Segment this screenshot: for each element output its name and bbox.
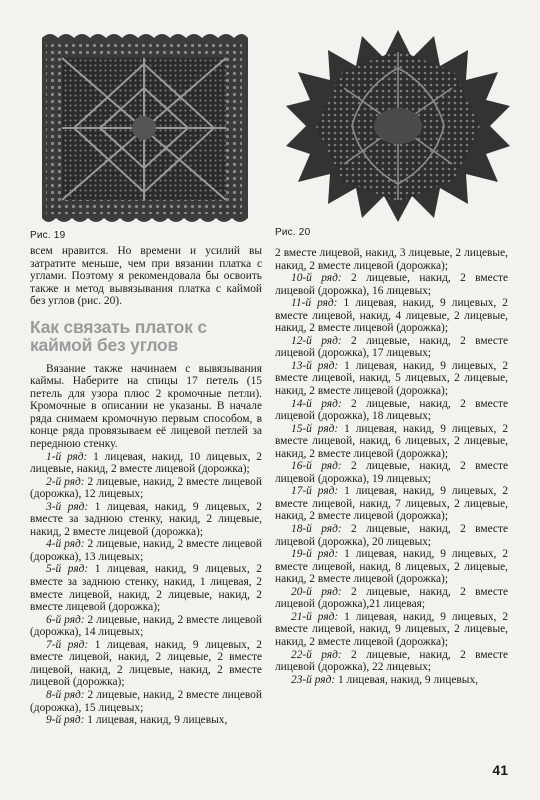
pointed-border-shawl-image [284, 28, 512, 224]
row-instruction-text: 1 лицевая, накид, 9 лицевых, 2 вместе за заднюю стенку, накид, 2 лицевые, накид, 2 вместе лицевой (дорожка); [30, 500, 262, 538]
knitting-row-instruction [275, 297, 508, 335]
knitting-row-instruction [275, 360, 508, 398]
row-instruction-text: 1 лицевая, накид, 9 лицевых, 2 вместе лицевой, накид, 7 лицевых, 2 лицевые, накид, 2 вместе лицевой (дорожка); [275, 485, 509, 523]
figure-20-photo [284, 28, 512, 224]
row-number-label: 16-й ряд: [291, 460, 342, 473]
row-instruction-text: 2 лицевые, накид, 2 вместе лицевой (дорожка), 12 лицевых; [30, 475, 262, 501]
row-number-label: 2-й ряд: [46, 475, 85, 488]
row-number-label: 18-й ряд: [291, 523, 342, 536]
row-instruction-text: 2 лицевые, накид, 2 вместе лицевой (дорожка), 19 лицевых; [275, 460, 509, 485]
row-number-label: 17-й ряд: [291, 485, 339, 498]
row-instruction-text: 1 лицевая, накид, 9 лицевых, 2 вместе лицевой, накид, 8 лицевых, 2 лицевые, накид, 2 вместе лицевой (дорожка); [275, 548, 509, 586]
intro-paragraph: всем нравится. Но времени и усилий вы затратите меньше, чем при вязании платка с углами. Поэтому я рекомендовала бы освоить также и метод вывязывания платка с каймой без углов (рис. 20). [30, 245, 262, 308]
figure-20-caption: Рис. 20 [275, 227, 311, 238]
row-number-label: 20-й ряд: [291, 585, 342, 598]
row-number-label: 15-й ряд: [291, 422, 339, 435]
knitting-row-instruction [30, 501, 262, 539]
right-row-list [275, 272, 508, 686]
knitting-row-instruction [275, 485, 508, 523]
row-instruction-text: 1 лицевая, накид, 9 лицевых, 2 вместе лицевой, накид, 2 лицевые, 2 вместе лицевой, накид, 2 лицевые, накид, 2 вместе лицевой (дорожка); [30, 638, 262, 689]
row-number-label: 9-й ряд: [46, 714, 85, 727]
knitting-row-instruction [30, 563, 262, 613]
knitting-row-instruction [275, 586, 508, 611]
row-number-label: 8-й ряд: [46, 688, 85, 701]
figure-19-photo [28, 28, 256, 228]
row-number-label: 10-й ряд: [291, 272, 342, 285]
row-instruction-text: 2 лицевые, накид, 2 вместе лицевой (дорожка), 20 лицевых; [275, 523, 509, 548]
row-number-label: 13-й ряд: [291, 359, 339, 372]
row-number-label: 22-й ряд: [291, 648, 342, 661]
row-instruction-text: 2 лицевые, накид, 2 вместе лицевой (дорожка), 13 лицевых; [30, 538, 262, 563]
row-instruction-text: 1 лицевая, накид, 9 лицевых, 2 вместе лицевой, накид, 4 лицевые, 2 лицевые, накид, 2 вместе лицевой (дорожка); [275, 297, 508, 335]
section-heading: Как связать платок с каймой без углов [30, 316, 207, 355]
row-instruction-text: 1 лицевая, накид, 10 лицевых, 2 лицевые, накид, 2 вместе лицевой (дорожка); [30, 450, 262, 476]
right-text-column [275, 247, 508, 686]
row-instruction-text: 2 лицевые, накид, 2 вместе лицевой (дорожка),21 лицевая; [275, 585, 509, 611]
knitting-row-instruction [275, 423, 508, 461]
knitting-row-instruction [275, 523, 508, 548]
knitting-row-instruction [275, 335, 508, 360]
knitting-row-instruction [275, 272, 508, 297]
knitting-row-instruction [275, 649, 508, 674]
row-instruction-text: 1 лицевая, накид, 9 лицевых, 2 вместе лицевой, накид, 6 лицевых, 2 лицевые, накид, 2 вместе лицевой (дорожка); [275, 422, 509, 460]
knitting-row-instruction [275, 548, 508, 586]
continuation-text: 2 вместе лицевой, накид, 3 лицевые, 2 лицевые, накид, 2 вместе лицевой (дорожка); [275, 247, 508, 272]
left-text-column [30, 245, 262, 727]
row-instruction-text: 1 лицевая, накид, 9 лицевых, 2 вместе лицевой, накид, 9 лицевых, 2 лицевые, накид, 2 вместе лицевой (дорожка); [275, 610, 509, 648]
row-instruction-text: 2 лицевые, накид, 2 вместе лицевой (дорожка), 16 лицевых; [275, 272, 509, 297]
row-number-label: 1-й ряд: [46, 450, 88, 463]
row-instruction-text: 2 лицевые, накид, 2 вместе лицевой (дорожка), 15 лицевых; [30, 688, 262, 714]
row-number-label: 14-й ряд: [291, 397, 342, 410]
knitting-row-instruction [30, 614, 262, 639]
knitting-row-instruction [30, 476, 262, 501]
figure-19-caption: Рис. 19 [30, 230, 66, 241]
row-number-label: 21-й ряд: [291, 610, 339, 623]
row-instruction-text: 2 лицевые, накид, 2 вместе лицевой (дорожка), 17 лицевых; [275, 334, 509, 360]
row-number-label: 3-й ряд: [46, 500, 89, 513]
row-number-label: 6-й ряд: [46, 613, 85, 626]
row-instruction-text: 1 лицевая, накид, 9 лицевых, 2 вместе лицевой, накид, 5 лицевых, 2 лицевые, накид, 2 вместе лицевой (дорожка); [275, 359, 509, 398]
row-instruction-text: 1 лицевая, накид, 9 лицевых, [335, 673, 478, 686]
row-instruction-text: 1 лицевая, накид, 9 лицевых, 2 вместе за заднюю стенку, накид, 1 лицевая, 2 вместе лицевой, накид, 2 лицевые, накид, 2 вместе лицевой (дорожка); [30, 563, 262, 614]
knitting-row-instruction [30, 639, 262, 689]
knitting-row-instruction [30, 538, 262, 563]
row-instruction-text: 2 лицевые, накид, 2 вместе лицевой (дорожка), 14 лицевых; [30, 613, 262, 639]
row-number-label: 23-й ряд: [291, 673, 336, 686]
method-paragraph: Вязание также начинаем с вывязывания каймы. Наберите на спицы 17 петель (15 петель для узора плюс 2 кромочные петли). Кромочные в описании не указаны. В начале ряда снимаем кромочную первым способом, в конце ряда провязываем её лицевой петлей за переднюю стенку. [30, 362, 262, 451]
row-number-label: 7-й ряд: [46, 638, 89, 651]
knitting-row-instruction [30, 689, 262, 714]
row-number-label: 12-й ряд: [291, 334, 342, 347]
knitting-row-instruction [275, 460, 508, 485]
row-instruction-text: 1 лицевая, накид, 9 лицевых, [84, 714, 228, 727]
row-number-label: 11-й ряд: [291, 297, 338, 310]
row-number-label: 4-й ряд: [46, 538, 85, 551]
page-number: 41 [492, 762, 508, 778]
left-row-list [30, 451, 262, 727]
knitting-row-instruction [30, 714, 262, 727]
row-number-label: 19-й ряд: [291, 548, 339, 561]
knitting-row-instruction [275, 611, 508, 649]
knitting-row-instruction [30, 451, 262, 476]
row-instruction-text: 2 лицевые, накид, 2 вместе лицевой (дорожка), 18 лицевых; [275, 397, 509, 423]
row-instruction-text: 2 лицевые, накид, 2 вместе лицевой (дорожка), 22 лицевых; [275, 648, 509, 674]
square-shawl-image [28, 28, 256, 228]
knitting-row-instruction [275, 674, 508, 687]
row-number-label: 5-й ряд: [46, 563, 89, 576]
knitting-row-instruction [275, 398, 508, 423]
